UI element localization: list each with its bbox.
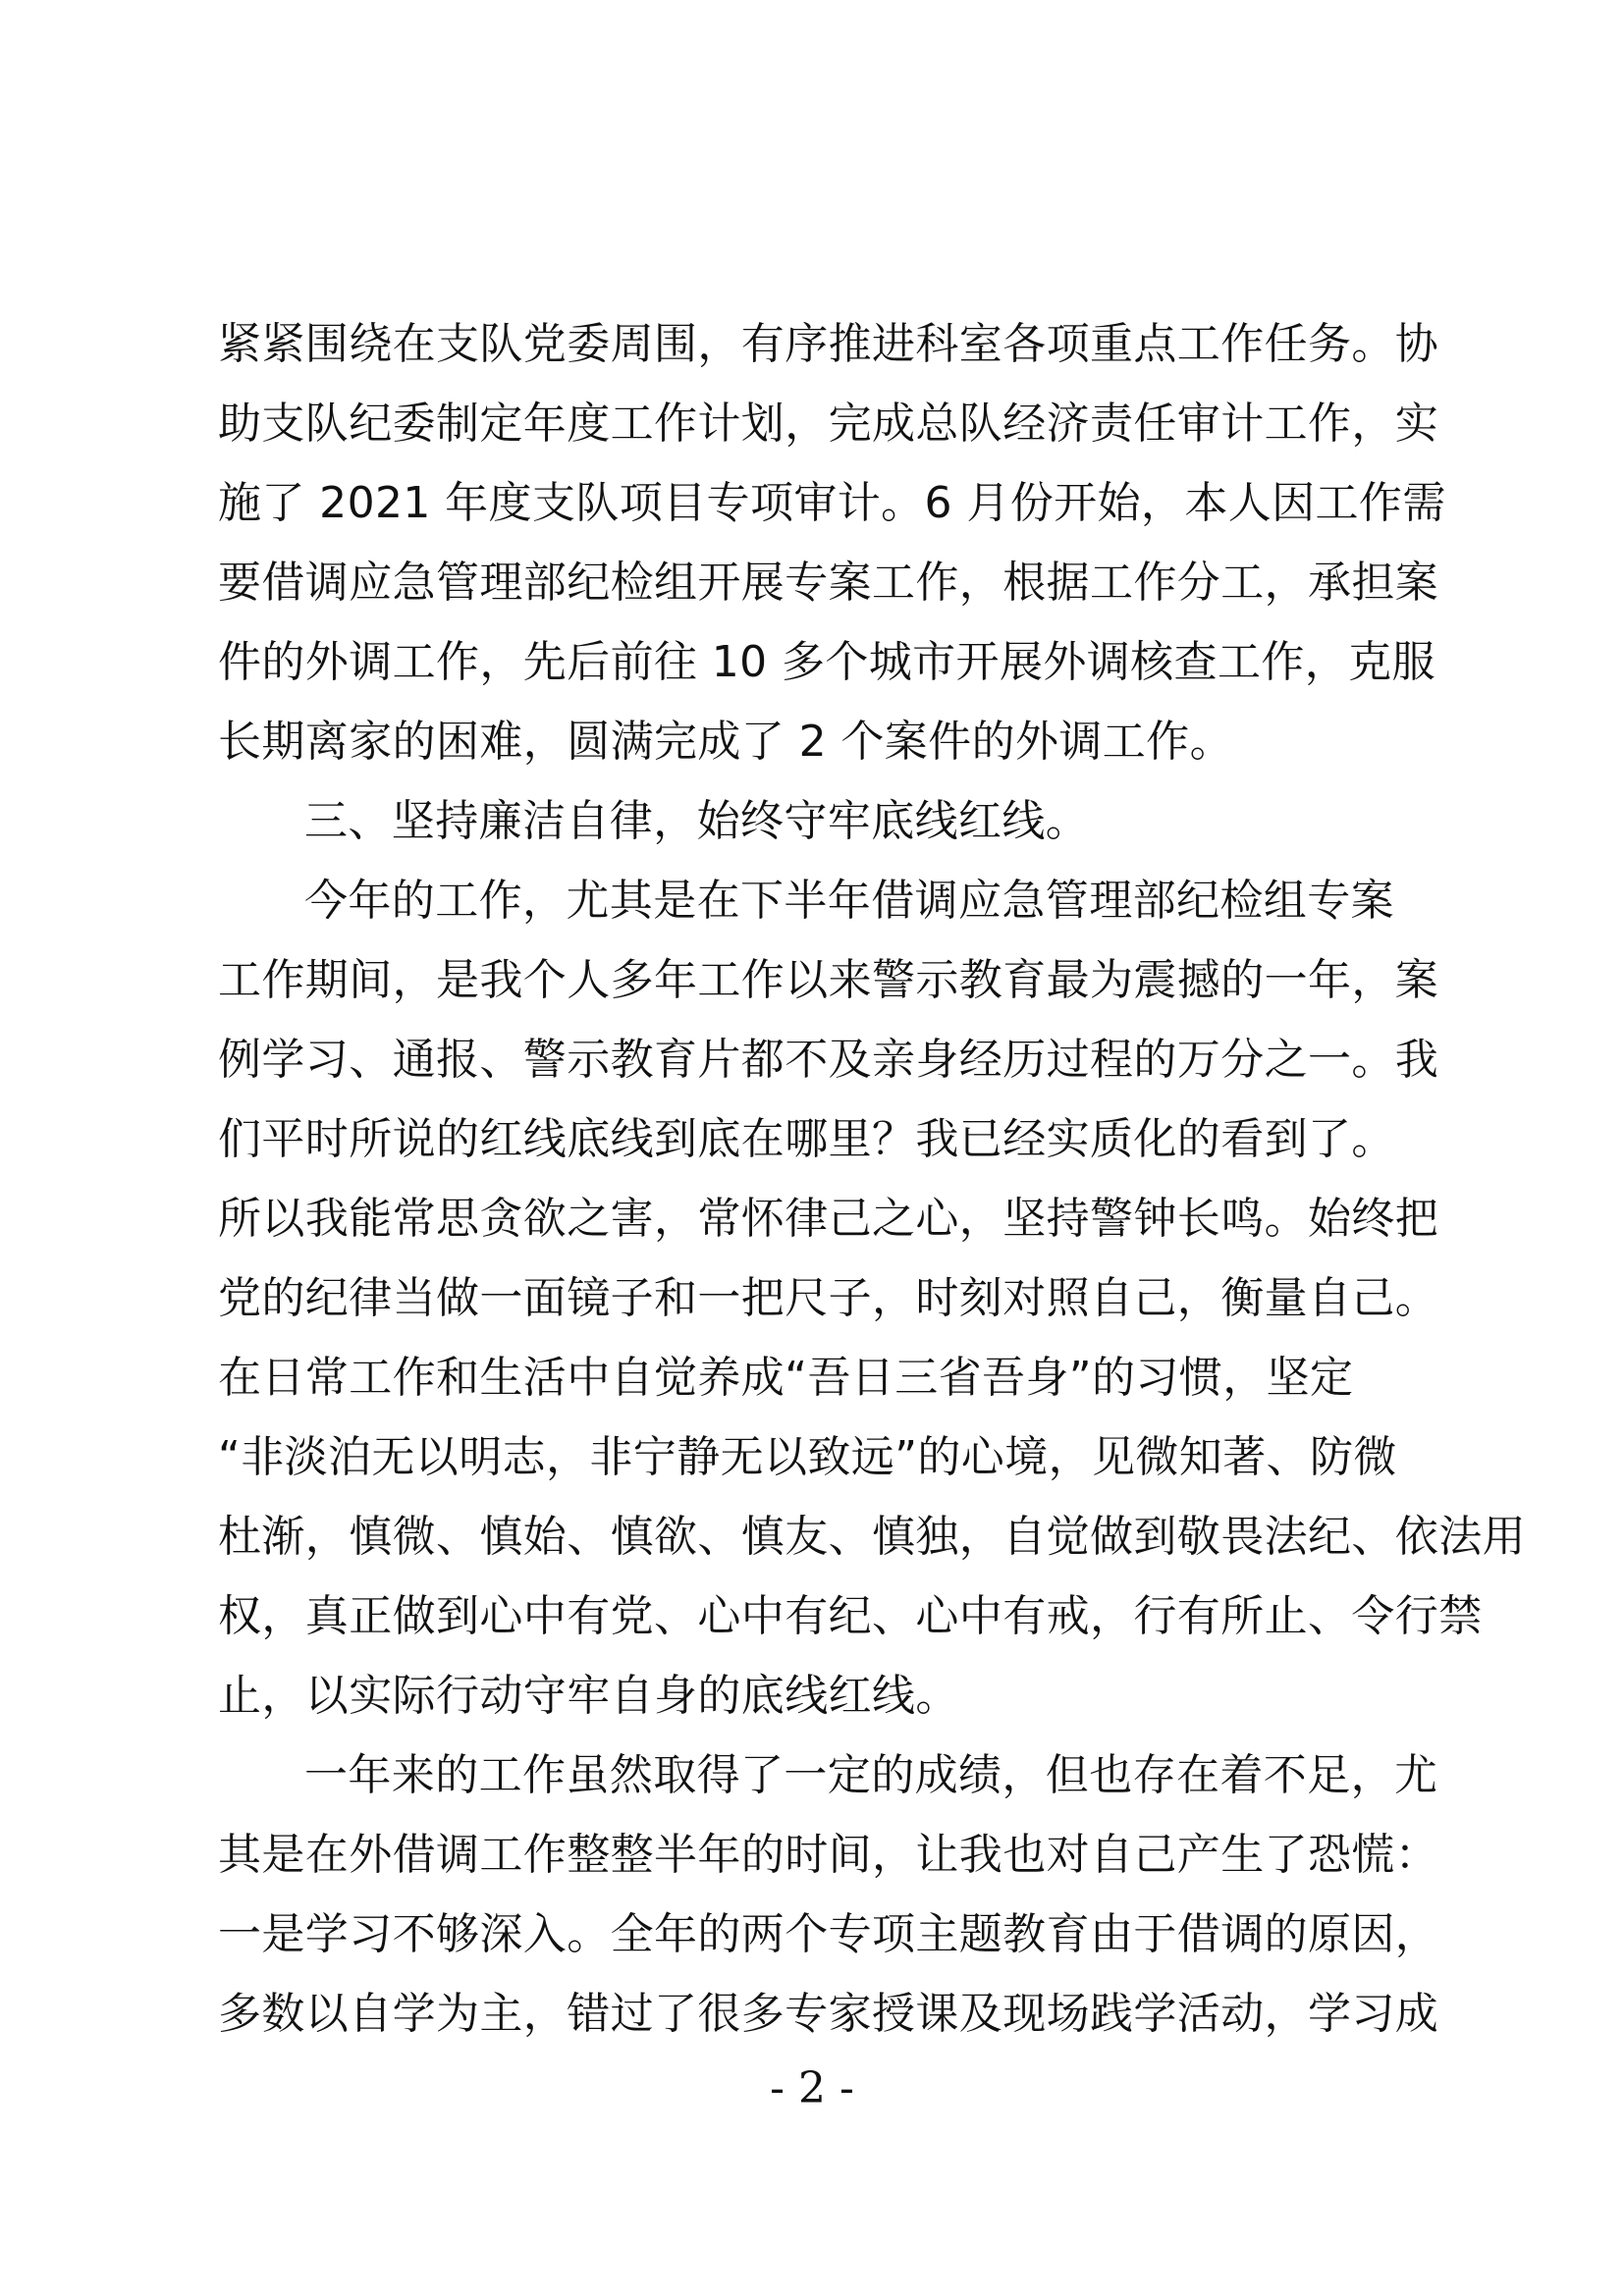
text-line: 施了 2021 年度支队项目专项审计。6 月份开始，本人因工作需: [218, 478, 1446, 528]
text-line: 权，真正做到心中有党、心中有纪、心中有戒，行有所止、令行禁: [218, 1591, 1483, 1641]
body-text: [218, 304, 1526, 2054]
text-line: 在日常工作和生活中自觉养成“吾日三省吾身”的习惯，坚定: [218, 1353, 1354, 1403]
text-line: 助支队纪委制定年度工作计划，完成总队经济责任审计工作，实: [218, 399, 1439, 449]
text-line: 工作期间，是我个人多年工作以来警示教育最为震撼的一年，案: [218, 955, 1439, 1005]
section-heading: 三、坚持廉洁自律，始终守牢底线红线。: [304, 796, 1090, 846]
text-line: 其是在外借调工作整整半年的时间，让我也对自己产生了恐慌：: [218, 1830, 1439, 1880]
text-line: 杜渐，慎微、慎始、慎欲、慎友、慎独，自觉做到敬畏法纪、依法用: [218, 1512, 1526, 1562]
text-line: 所以我能常思贪欲之害，常怀律己之心，坚持警钟长鸣。始终把: [218, 1194, 1439, 1244]
text-line: 一是学习不够深入。全年的两个专项主题教育由于借调的原因，: [218, 1909, 1439, 1959]
text-line: 党的纪律当做一面镜子和一把尺子，时刻对照自己，衡量自己。: [218, 1273, 1439, 1323]
page-number: - 2 -: [770, 2063, 854, 2113]
text-line: 多数以自学为主，错过了很多专家授课及现场践学活动，学习成: [218, 1989, 1439, 2039]
text-line: 例学习、通报、警示教育片都不及亲身经历过程的万分之一。我: [218, 1035, 1439, 1085]
text-line: 一年来的工作虽然取得了一定的成绩，但也存在着不足，尤: [304, 1750, 1438, 1800]
text-line: 件的外调工作，先后前往 10 多个城市开展外调核查工作，克服: [218, 637, 1435, 687]
text-line: “非淡泊无以明志，非宁静无以致远”的心境，见微知著、防微: [218, 1432, 1397, 1482]
text-line: 长期离家的困难，圆满完成了 2 个案件的外调工作。: [218, 717, 1233, 767]
text-line: 紧紧围绕在支队党委周围，有序推进科室各项重点工作任务。协: [218, 319, 1439, 369]
text-line: 要借调应急管理部纪检组开展专案工作，根据工作分工，承担案: [218, 558, 1439, 608]
text-line: 们平时所说的红线底线到底在哪里？我已经实质化的看到了。: [218, 1114, 1395, 1164]
text-line: 止，以实际行动守牢自身的底线红线。: [218, 1671, 959, 1721]
text-line: 今年的工作，尤其是在下半年借调应急管理部纪检组专案: [304, 876, 1394, 926]
